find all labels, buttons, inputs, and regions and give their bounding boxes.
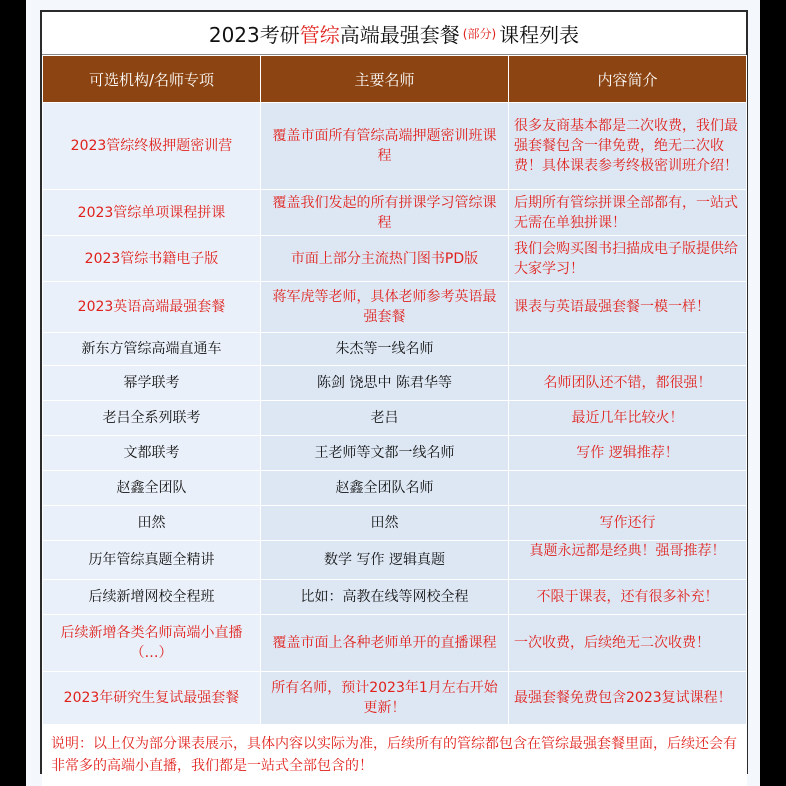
table-header-row xyxy=(43,56,747,103)
sheet-background xyxy=(26,0,760,786)
header-institution: 可选机构/名师专项 xyxy=(43,56,261,103)
title-highlight: 管综 xyxy=(299,22,340,47)
row-teacher: 数学 写作 逻辑真题 xyxy=(261,541,509,580)
table-row xyxy=(43,615,747,672)
table-row xyxy=(43,236,747,282)
row-name: 老吕全系列联考 xyxy=(43,401,261,436)
table-row xyxy=(43,103,747,190)
row-desc: 很多友商基本都是二次收费，我们最强套餐包含一律免费，绝无二次收费！具体课表参考终极密训班介绍！ xyxy=(509,103,747,190)
table-row xyxy=(43,471,747,506)
row-desc: 课表与英语最强套餐一模一样！ xyxy=(509,282,747,333)
row-desc: 我们会购买图书扫描成电子版提供给大家学习！ xyxy=(509,236,747,282)
header-teacher: 主要名师 xyxy=(261,56,509,103)
row-desc: 最强套餐免费包含2023复试课程！ xyxy=(509,672,747,725)
row-teacher: 覆盖市面所有管综高端押题密训班课程 xyxy=(261,103,509,190)
title-part-3: 高端最强套餐 xyxy=(339,22,460,47)
row-name: 后续新增各类名师高端小直播（…） xyxy=(43,615,261,672)
row-teacher: 朱杰等一线名师 xyxy=(261,333,509,366)
table-row xyxy=(43,506,747,541)
row-teacher: 比如：高教在线等网校全程 xyxy=(261,580,509,615)
table-row xyxy=(43,436,747,471)
row-desc: 不限于课表，还有很多补充！ xyxy=(509,580,747,615)
row-desc: 真题永远都是经典！强哥推荐！ xyxy=(529,543,726,559)
title-part-1: 2023考研 xyxy=(208,22,300,47)
row-name: 2023管综书籍电子版 xyxy=(43,236,261,282)
row-desc: 写作 逻辑推荐！ xyxy=(509,436,747,471)
row-desc xyxy=(509,333,747,366)
row-name: 2023年研究生复试最强套餐 xyxy=(43,672,261,725)
row-teacher: 陈剑 饶思中 陈君华等 xyxy=(261,366,509,401)
table-row xyxy=(43,190,747,236)
row-desc xyxy=(509,471,747,506)
row-name: 后续新增网校全程班 xyxy=(43,580,261,615)
row-teacher: 老吕 xyxy=(261,401,509,436)
title-part-5: 课程列表 xyxy=(499,22,580,47)
note-row xyxy=(43,725,747,786)
row-desc: 一次收费，后续绝无二次收费！ xyxy=(509,615,747,672)
note-text: 说明：以上仅为部分课表展示，具体内容以实际为准，后续所有的管综都包含在管综最强套餐里面，后续还会有非常多的高端小直播，我们都是一站式全部包含的！ xyxy=(43,725,747,786)
row-name: 新东方管综高端直通车 xyxy=(43,333,261,366)
row-desc: 后期所有管综拼课全部都有，一站式无需在单独拼课！ xyxy=(509,190,747,236)
row-teacher: 所有名师，预计2023年1月左右开始更新！ xyxy=(261,672,509,725)
row-name: 2023管综单项课程拼课 xyxy=(43,190,261,236)
table-row xyxy=(43,401,747,436)
title-note: (部分) xyxy=(462,26,497,41)
row-name: 历年管综真题全精讲 xyxy=(43,541,261,580)
row-teacher: 王老师等文都一线名师 xyxy=(261,436,509,471)
table-row xyxy=(43,580,747,615)
row-name: 2023英语高端最强套餐 xyxy=(43,282,261,333)
row-teacher: 覆盖我们发起的所有拼课学习管综课程 xyxy=(261,190,509,236)
table-row xyxy=(43,672,747,725)
table-row xyxy=(43,333,747,366)
row-teacher: 覆盖市面上各种老师单开的直播课程 xyxy=(261,615,509,672)
row-desc: 名师团队还不错，都很强！ xyxy=(509,366,747,401)
row-desc: 写作还行 xyxy=(509,506,747,541)
table-row xyxy=(43,366,747,401)
row-teacher: 赵鑫全团队名师 xyxy=(261,471,509,506)
row-teacher: 市面上部分主流热门图书PD版 xyxy=(261,236,509,282)
row-name: 赵鑫全团队 xyxy=(43,471,261,506)
header-description: 内容简介 xyxy=(509,56,747,103)
row-name: 幂学联考 xyxy=(43,366,261,401)
row-desc-cell xyxy=(509,541,747,580)
row-teacher: 蒋军虎等老师，具体老师参考英语最强套餐 xyxy=(261,282,509,333)
table-row xyxy=(43,282,747,333)
row-desc: 最近几年比较火！ xyxy=(509,401,747,436)
row-name: 2023管综终极押题密训营 xyxy=(43,103,261,190)
page-title xyxy=(42,12,746,55)
row-name: 文都联考 xyxy=(43,436,261,471)
row-teacher: 田然 xyxy=(261,506,509,541)
table-row xyxy=(43,541,747,580)
row-name: 田然 xyxy=(43,506,261,541)
course-table-frame xyxy=(40,10,748,774)
course-table xyxy=(42,55,747,786)
